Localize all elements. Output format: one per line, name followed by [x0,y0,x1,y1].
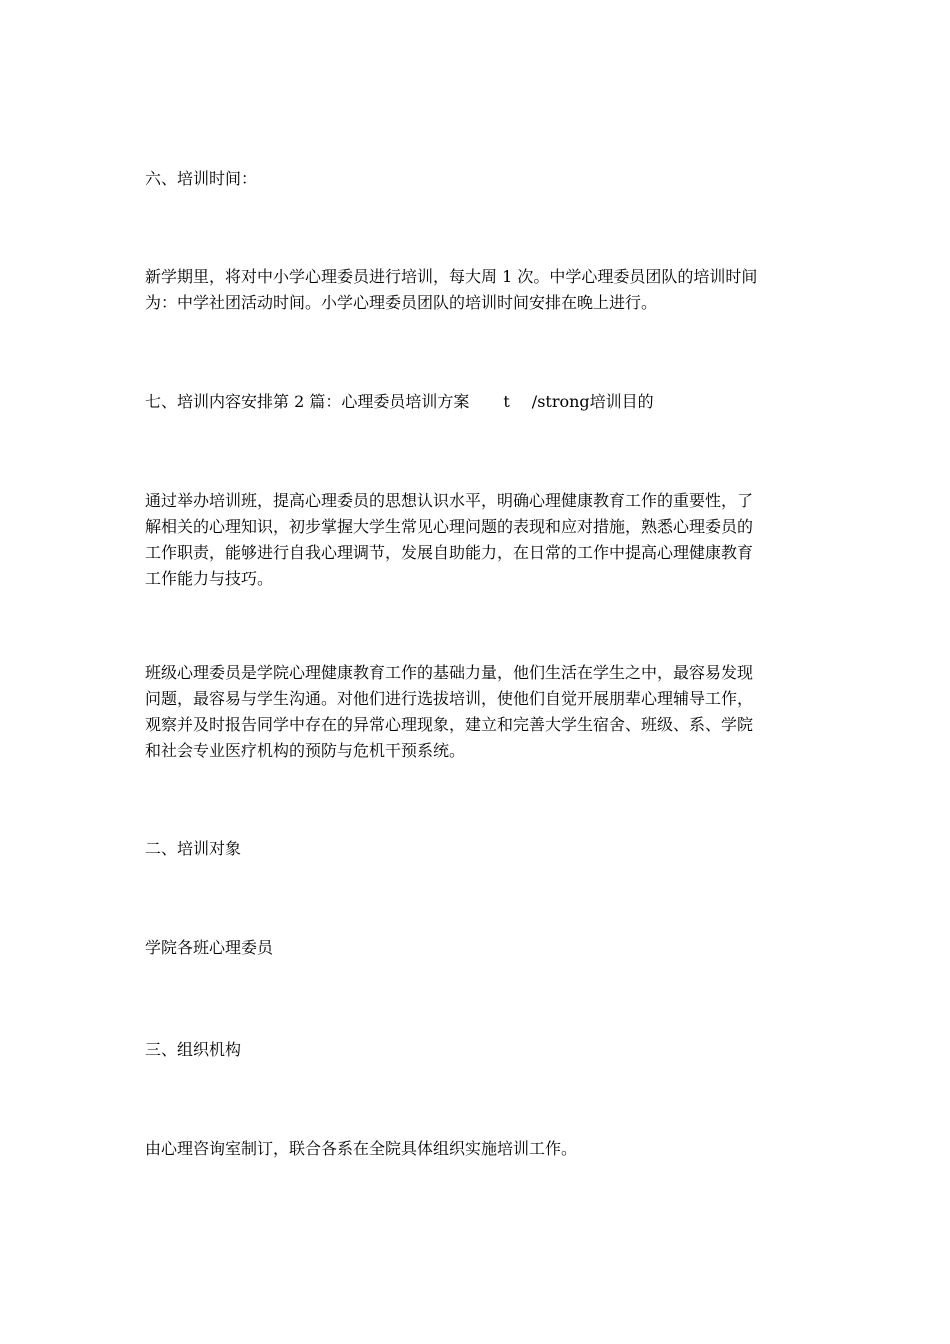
paragraph-line: 新学期里，将对中小学心理委员进行培训，每大周 1 次。中学心理委员团队的培训时间 [145,267,758,286]
training-time-paragraph [145,264,810,316]
paragraph-line: 通过举办培训班，提高心理委员的思想认识水平，明确心理健康教育工作的重要性，了 [145,491,754,510]
section-7-heading-tail: 培训目的 [589,392,654,411]
paragraph-line: 为：中学社团活动时间。小学心理委员团队的培训时间安排在晚上进行。 [145,293,658,312]
class-committee-paragraph [145,660,810,764]
training-purpose-paragraph [145,488,810,592]
paragraph-line: 观察并及时报告同学中存在的异常心理现象，建立和完善大学生宿舍、班级、系、学院 [145,715,754,734]
section-7-heading-main: 七、培训内容安排第 2 篇：心理委员培训方案 [145,392,470,411]
paragraph-line: 班级心理委员是学院心理健康教育工作的基础力量，他们生活在学生之中，最容易发现 [145,663,754,682]
section-2-heading: 二、培训对象 [145,839,242,858]
paragraph-line: 问题，最容易与学生沟通。对他们进行选拔培训，使他们自觉开展朋辈心理辅导工作， [145,689,754,708]
paragraph-line: 工作能力与技巧。 [145,569,274,588]
section-3-heading: 三、组织机构 [145,1040,242,1059]
organization-text: 由心理咨询室制订，联合各系在全院具体组织实施培训工作。 [145,1139,578,1158]
paragraph-line: 解相关的心理知识，初步掌握大学生常见心理问题的表现和应对措施，熟悉心理委员的 [145,517,754,536]
section-7-heading-strong: /strong [531,392,590,411]
paragraph-line: 工作职责，能够进行自我心理调节，发展自助能力，在日常的工作中提高心理健康教育 [145,543,754,562]
training-target-text: 学院各班心理委员 [145,938,274,957]
section-7-heading [145,389,810,415]
section-7-heading-t: t [503,392,510,411]
paragraph-line: 和社会专业医疗机构的预防与危机干预系统。 [145,741,466,760]
section-6-heading: 六、培训时间： [145,169,258,188]
